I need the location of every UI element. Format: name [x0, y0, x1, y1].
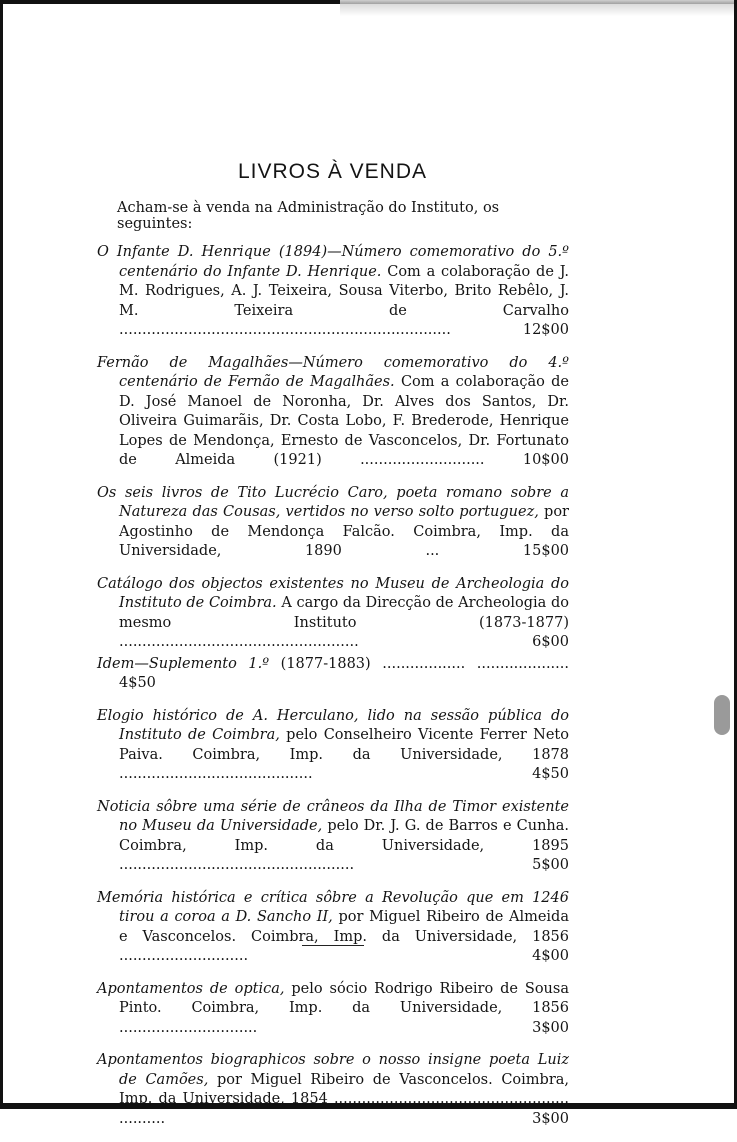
- book-details: (1877-1883): [280, 655, 371, 672]
- book-entry: [97, 1051, 569, 1129]
- dot-leader: ....................................................: [119, 634, 359, 650]
- book-details: pelo sócio Rodrigo Ribeiro de Sousa Pinto. Coimbra, Imp. da Universidade, 1856: [119, 980, 569, 1016]
- book-details: pelo Dr. J. G. de Barros e Cunha. Coimbra, Imp. da Universidade, 1895: [119, 818, 569, 854]
- book-list: [97, 243, 569, 1142]
- book-entry: [97, 798, 569, 876]
- book-entry: [97, 484, 569, 562]
- book-details: por Agostinho de Mendonça Falcão. Coimbra, Imp. da Universidade, 1890: [119, 504, 569, 559]
- book-title: Elogio histórico de A. Herculano, lido na sessão pública do Instituto de Coimbra,: [97, 707, 569, 743]
- closing-rule: [302, 945, 364, 946]
- book-price: 12$00: [522, 322, 569, 338]
- book-details: A cargo da Direcção de Archeologia do mesmo Instituto (1873-1877): [119, 595, 569, 631]
- book-title: Idem—Suplemento 1.º: [97, 655, 270, 672]
- book-price: 6$00: [532, 634, 569, 650]
- dot-leader: ...........................: [360, 452, 485, 468]
- intro-text: Acham-se à venda na Administração do Instituto, os seguintes:: [117, 200, 500, 232]
- dot-leader: ...................................................: [119, 857, 355, 873]
- book-entry: [97, 655, 569, 694]
- book-entry: [97, 889, 569, 967]
- book-entry: [97, 354, 569, 471]
- book-title: Os seis livros de Tito Lucrécio Caro, poeta romano sobre a Natureza das Cousas, vertidos no verso solto portuguez,: [97, 484, 569, 520]
- dot-leader: ................................................... ..........: [119, 1091, 570, 1127]
- scan-edge-mark: [714, 695, 730, 735]
- page-title: LIVROS À VENDA: [237, 160, 428, 183]
- book-price: 3$00: [532, 1019, 569, 1036]
- book-title: Catálogo dos objectos existentes no Museu de Archeologia do Instituto de Coimbra.: [97, 575, 569, 611]
- dot-leader: ..........................................: [119, 766, 313, 782]
- book-details: Com a colaboração de J. M. Rodrigues, A. J. Teixeira, Sousa Viterbo, Brito Rebêlo, J. M. Teixeira de Carvalho: [119, 263, 569, 319]
- book-title: Fernão de Magalhães—Número comemorativo do 4.º centenário de Fernão de Magalhães.: [97, 354, 569, 390]
- book-title: Apontamentos de optica,: [97, 980, 285, 997]
- book-entry: [97, 980, 569, 1039]
- book-details: por Miguel Ribeiro de Almeida e Vasconcelos. Coimbra, Imp. da Universidade, 1856: [119, 909, 569, 945]
- book-price: 4$50: [532, 766, 569, 782]
- book-details: por Miguel Ribeiro de Vasconcelos. Coimbra, Imp. da Universidade, 1854: [119, 1071, 570, 1107]
- dot-leader: .................. ....................: [382, 655, 569, 672]
- dot-leader: ...: [425, 543, 440, 559]
- book-price: 10$00: [522, 452, 569, 468]
- book-price: 3$00: [532, 1110, 569, 1127]
- book-price: 5$00: [532, 857, 569, 873]
- dot-leader: ........................................................................: [119, 322, 451, 338]
- book-entry: [97, 575, 569, 653]
- dot-leader: ..............................: [119, 1019, 258, 1036]
- book-entry: [97, 707, 569, 785]
- book-title: Memória histórica e crítica sôbre a Revolução que em 1246 tirou a coroa a D. Sancho II,: [97, 889, 569, 925]
- book-details: pelo Conselheiro Vicente Ferrer Neto Paiva. Coimbra, Imp. da Universidade, 1878: [119, 727, 569, 763]
- book-title: Noticia sôbre uma série de crâneos da Ilha de Timor existente no Museu da Universidade,: [97, 798, 569, 834]
- book-title: Apontamentos biographicos sobre o nosso insigne poeta Luiz de Camões,: [97, 1052, 569, 1088]
- book-price: 15$00: [522, 543, 570, 559]
- book-details: Com a colaboração de D. José Manoel de Noronha, Dr. Alves dos Santos, Dr. Oliveira Guimarãis, Dr. Costa Lobo, F. Brederode, Henrique Lopes de Mendonça, Ernesto de Vasconcelos, Dr. Fortunato de Almeida (1921): [119, 374, 570, 468]
- book-price: 4$50: [119, 675, 156, 691]
- book-price: 4$00: [532, 948, 569, 964]
- book-entry: [97, 243, 569, 341]
- dot-leader: ............................: [119, 948, 249, 964]
- book-title: O Infante D. Henrique (1894)—Número comemorativo do 5.º centenário do Infante D. Henrique.: [97, 244, 569, 280]
